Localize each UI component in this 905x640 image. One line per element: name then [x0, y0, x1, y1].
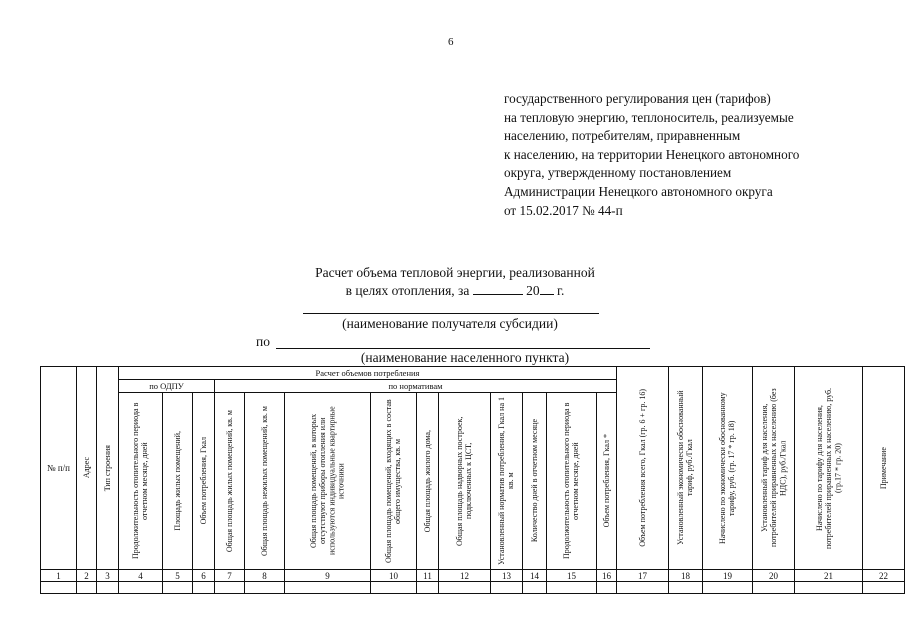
col-header-9: Общая площадь помещений, в которых отсутствуют приборы отопления или используются индивидуальные квартирные источники [285, 393, 371, 570]
col-header-11: Общая площадь жилого дома, [417, 393, 439, 570]
recipient-blank-line [303, 313, 599, 314]
column-number: 6 [193, 570, 215, 582]
po-label: по [256, 334, 270, 349]
column-number: 17 [617, 570, 669, 582]
col-header-18: Установленный экономически обоснованный тариф, руб./Гкал [669, 367, 703, 570]
column-number: 4 [119, 570, 163, 582]
column-number: 5 [163, 570, 193, 582]
column-number: 14 [523, 570, 547, 582]
column-number: 16 [597, 570, 617, 582]
column-number: 20 [753, 570, 795, 582]
column-number: 11 [417, 570, 439, 582]
col-header-2: Адрес [77, 367, 97, 570]
document-title [230, 264, 680, 300]
col-header-12: Общая площадь надворных построек, подключенных к ЦСТ, [439, 393, 491, 570]
col-header-15: Продолжительность отопительного периода в отчетном месяце, дней [547, 393, 597, 570]
header-line: от 15.02.2017 № 44-п [504, 202, 623, 218]
title-year: 20 [526, 283, 540, 298]
header-line: округа, утвержденному постановлением [504, 165, 732, 181]
col-header-21: Начислено по тарифу для населения, потребителей приравненных к населению, руб. (гр.17 * гр. 20) [795, 367, 863, 570]
column-number: 21 [795, 570, 863, 582]
col-header-19: Начислено по экономически обоснованному тарифу, руб. (гр. 17 * гр. 18) [703, 367, 753, 570]
col-header-1: № п/п [41, 367, 77, 570]
title-period-prefix: в целях отопления, за [345, 283, 470, 298]
group-header-calc: Расчет объемов потребления [119, 367, 617, 380]
title-line-2 [230, 282, 680, 300]
subgroup-header-odpu: по ОДПУ [119, 380, 215, 393]
header-line: населению, потребителям, приравненным [504, 128, 741, 144]
col-header-16: Объем потребления, Гкал * [597, 393, 617, 570]
column-number: 19 [703, 570, 753, 582]
column-number: 7 [215, 570, 245, 582]
header-line: Администрации Ненецкого автономного округа [504, 183, 773, 199]
col-header-6: Объем потребления, Гкал [193, 393, 215, 570]
column-number: 18 [669, 570, 703, 582]
page-number: 6 [448, 36, 454, 48]
calculation-table [40, 366, 905, 594]
column-number: 1 [41, 570, 77, 582]
subgroup-header-norm: по нормативам [215, 380, 617, 393]
header-line: к населению, на территории Ненецкого автономного [504, 146, 800, 162]
col-header-4: Продолжительность отопительного периода в отчетном месяце, дней [119, 393, 163, 570]
column-number: 22 [863, 570, 905, 582]
column-number: 15 [547, 570, 597, 582]
header-line: на тепловую энергию, теплоноситель, реализуемые [504, 109, 794, 125]
col-header-22: Примечание [863, 367, 905, 570]
col-header-17: Объем потребления всего, Гкал (гр. 6 + гр. 16) [617, 367, 669, 570]
column-number: 8 [245, 570, 285, 582]
col-header-13: Установленный норматив потребления, Гкал на 1 кв. м [491, 393, 523, 570]
col-header-3: Тип строения [97, 367, 119, 570]
column-number-row [41, 570, 905, 582]
column-number: 3 [97, 570, 119, 582]
settlement-caption: (наименование населенного пункта) [360, 350, 570, 365]
col-header-20: Установленный тариф для населения, потребителей приравненных к населению (без НДС), руб./Гкал [753, 367, 795, 570]
year-blank [540, 282, 554, 295]
header-line: государственного регулирования цен (тарифов) [504, 91, 771, 106]
title-line-1: Расчет объема тепловой энергии, реализованной [315, 265, 595, 280]
column-number: 2 [77, 570, 97, 582]
month-blank [473, 282, 523, 295]
column-number: 12 [439, 570, 491, 582]
settlement-blank-line [276, 348, 650, 349]
column-number: 13 [491, 570, 523, 582]
recipient-caption: (наименование получателя субсидии) [342, 316, 558, 331]
title-year-suffix: г. [557, 283, 565, 298]
col-header-14: Количество дней в отчетном месяце [523, 393, 547, 570]
col-header-5: Площадь жилых помещений, [163, 393, 193, 570]
col-header-8: Общая площадь нежилых помещений, кв. м [245, 393, 285, 570]
col-header-10: Общая площадь помещений, входящих в состав общего имущества, кв. м [371, 393, 417, 570]
empty-data-row [41, 582, 905, 594]
column-number: 9 [285, 570, 371, 582]
column-number: 10 [371, 570, 417, 582]
col-header-7: Общая площадь жилых помещений, кв. м [215, 393, 245, 570]
approval-header [504, 90, 904, 220]
